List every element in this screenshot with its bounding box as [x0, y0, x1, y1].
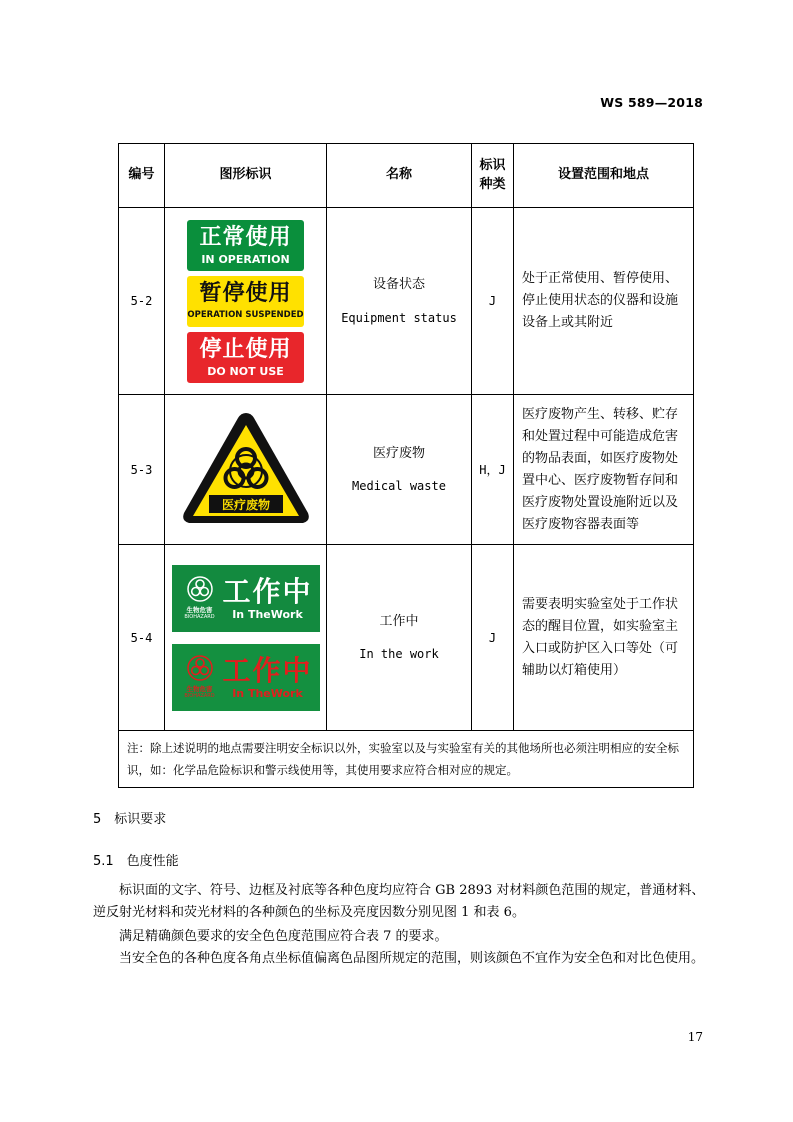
board-main: 工作中 [222, 653, 313, 687]
row-name [327, 545, 472, 731]
biohazard-icon [187, 576, 213, 602]
biohazard-warning-icon [179, 409, 313, 527]
biohazard-badge [178, 655, 222, 699]
in-operation-panel [187, 220, 304, 271]
paragraph: 满足精确颜色要求的安全色色度范围应符合表 7 的要求。 [119, 929, 448, 944]
header-kind [472, 144, 514, 208]
sign-label: 医疗废物 [221, 497, 270, 512]
table-note: 注：除上述说明的地点需要注明安全标识以外，实验室以及与实验室有关的其他场所也必须注明相应的安全标识，如：化学品危险标识和警示线使用等，其使用要求应符合相对应的规定。 [119, 731, 694, 788]
in-work-sign [165, 545, 327, 731]
row-name [327, 208, 472, 395]
row-kind: J [472, 208, 514, 395]
in-work-board-lit [172, 644, 320, 711]
row-scope: 处于正常使用、暂停使用、停止使用状态的仪器和设施设备上或其附近 [514, 208, 694, 395]
table-header-row [119, 144, 694, 208]
signs-table [118, 143, 694, 788]
biohazard-icon [187, 655, 213, 681]
name-en: Medical waste [352, 479, 446, 494]
badge-cn: 生物危害 [186, 606, 213, 614]
equipment-status-sign [165, 208, 327, 395]
row-code: 5-4 [119, 545, 165, 731]
badge-en: BIOHAZARD [184, 693, 215, 699]
header-kind-line1: 标识 [479, 158, 506, 174]
row-scope: 需要表明实验室处于工作状态的醒目位置，如实验室主入口或防护区入口等处（可辅助以灯箱使用） [514, 545, 694, 731]
board-text [222, 655, 314, 700]
header-code: 编号 [119, 144, 165, 208]
row-code: 5-3 [119, 395, 165, 545]
standard-code: WS 589—2018 [600, 95, 703, 110]
table-row [119, 208, 694, 395]
row-kind: H，J [472, 395, 514, 545]
panel-cn-text: 正常使用 [199, 224, 292, 250]
page-number: 17 [687, 1030, 703, 1044]
name-cn: 工作中 [379, 613, 419, 629]
panel-en-text: DO NOT USE [207, 364, 284, 378]
board-sub: In TheWork [232, 607, 303, 621]
panel-en-text: OPERATION SUSPENDED [187, 309, 304, 320]
in-work-board-green [172, 565, 320, 632]
panel-cn-text: 停止使用 [199, 336, 292, 362]
section-heading-5: 5 标识要求 [93, 812, 167, 827]
table-row [119, 545, 694, 731]
paragraph: 当安全色的各种色度各角点坐标值偏离色品图所规定的范围，则该颜色不宜作为安全色和对比色使用。 [119, 951, 705, 966]
board-sub: In TheWork [232, 686, 303, 700]
board-main: 工作中 [222, 574, 313, 608]
badge-en: BIOHAZARD [184, 614, 215, 620]
table-note-row [119, 731, 694, 788]
name-cn: 医疗废物 [372, 445, 425, 461]
header-sign: 图形标识 [165, 144, 327, 208]
row-name [327, 395, 472, 545]
panel-en-text: IN OPERATION [201, 252, 290, 266]
header-scope: 设置范围和地点 [514, 144, 694, 208]
medical-waste-sign [165, 395, 327, 545]
biohazard-badge [178, 576, 222, 620]
panel-cn-text: 暂停使用 [199, 280, 292, 306]
operation-suspended-panel [187, 276, 304, 327]
badge-cn: 生物危害 [186, 685, 213, 693]
section-heading-5-1: 5.1 色度性能 [93, 854, 179, 869]
row-scope: 医疗废物产生、转移、贮存和处置过程中可能造成危害的物品表面，如医疗废物处置中心、医疗废物暂存间和医疗废物处置设施附近以及医疗废物容器表面等 [514, 395, 694, 545]
paragraph: 标识面的文字、符号、边框及衬底等各种色度均应符合 GB 2893 对材料颜色范围的规定，普通材料、逆反射光材料和荧光材料的各种颜色的坐标及亮度因数分别见图 1 和表 6。 [93, 883, 705, 920]
do-not-use-panel [187, 332, 304, 383]
board-text [222, 576, 314, 621]
table-row [119, 395, 694, 545]
row-code: 5-2 [119, 208, 165, 395]
name-cn: 设备状态 [372, 277, 425, 292]
row-kind: J [472, 545, 514, 731]
header-name: 名称 [327, 144, 472, 208]
name-en: Equipment status [341, 310, 457, 325]
name-en: In the work [359, 647, 439, 662]
header-kind-line2: 种类 [479, 176, 506, 192]
